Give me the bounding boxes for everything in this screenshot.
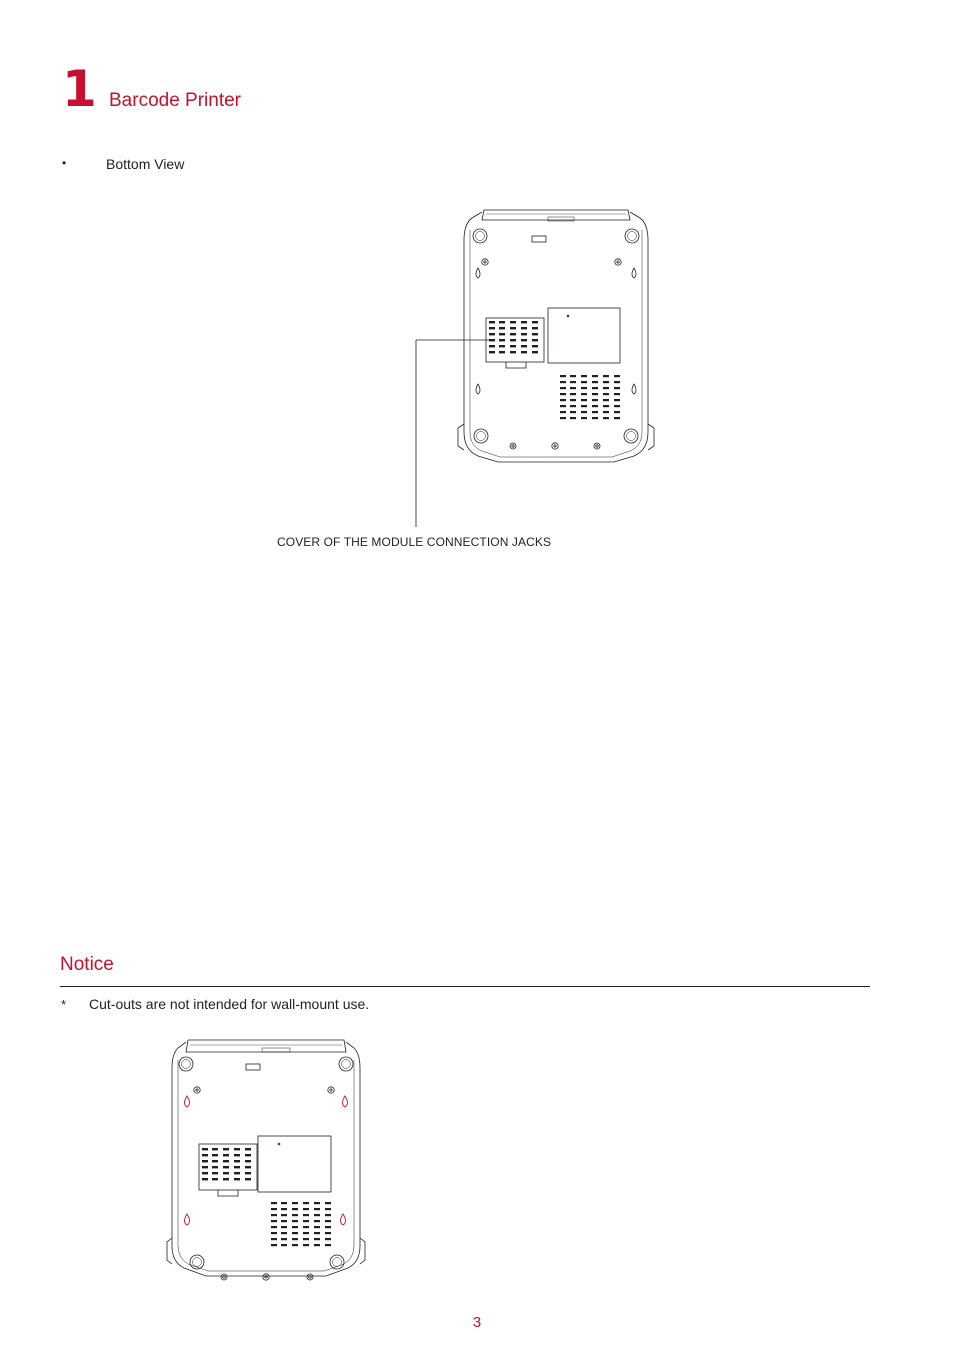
bullet-icon: • xyxy=(62,156,67,170)
chapter-title: Barcode Printer xyxy=(109,90,242,111)
notice-text: Cut-outs are not intended for wall-mount use. xyxy=(89,996,370,1012)
notice-divider xyxy=(60,986,870,987)
callout-module-jacks-cover: COVER OF THE MODULE CONNECTION JACKS xyxy=(277,535,552,549)
chapter-number: 1 xyxy=(62,60,97,118)
printer-bottom-cutouts-illustration xyxy=(166,1036,366,1298)
notice-heading: Notice xyxy=(60,954,114,975)
printer-bottom-view-illustration xyxy=(400,200,670,540)
section-label: Bottom View xyxy=(106,156,185,172)
page-number: 3 xyxy=(472,1314,482,1331)
asterisk-mark: * xyxy=(61,997,67,1012)
